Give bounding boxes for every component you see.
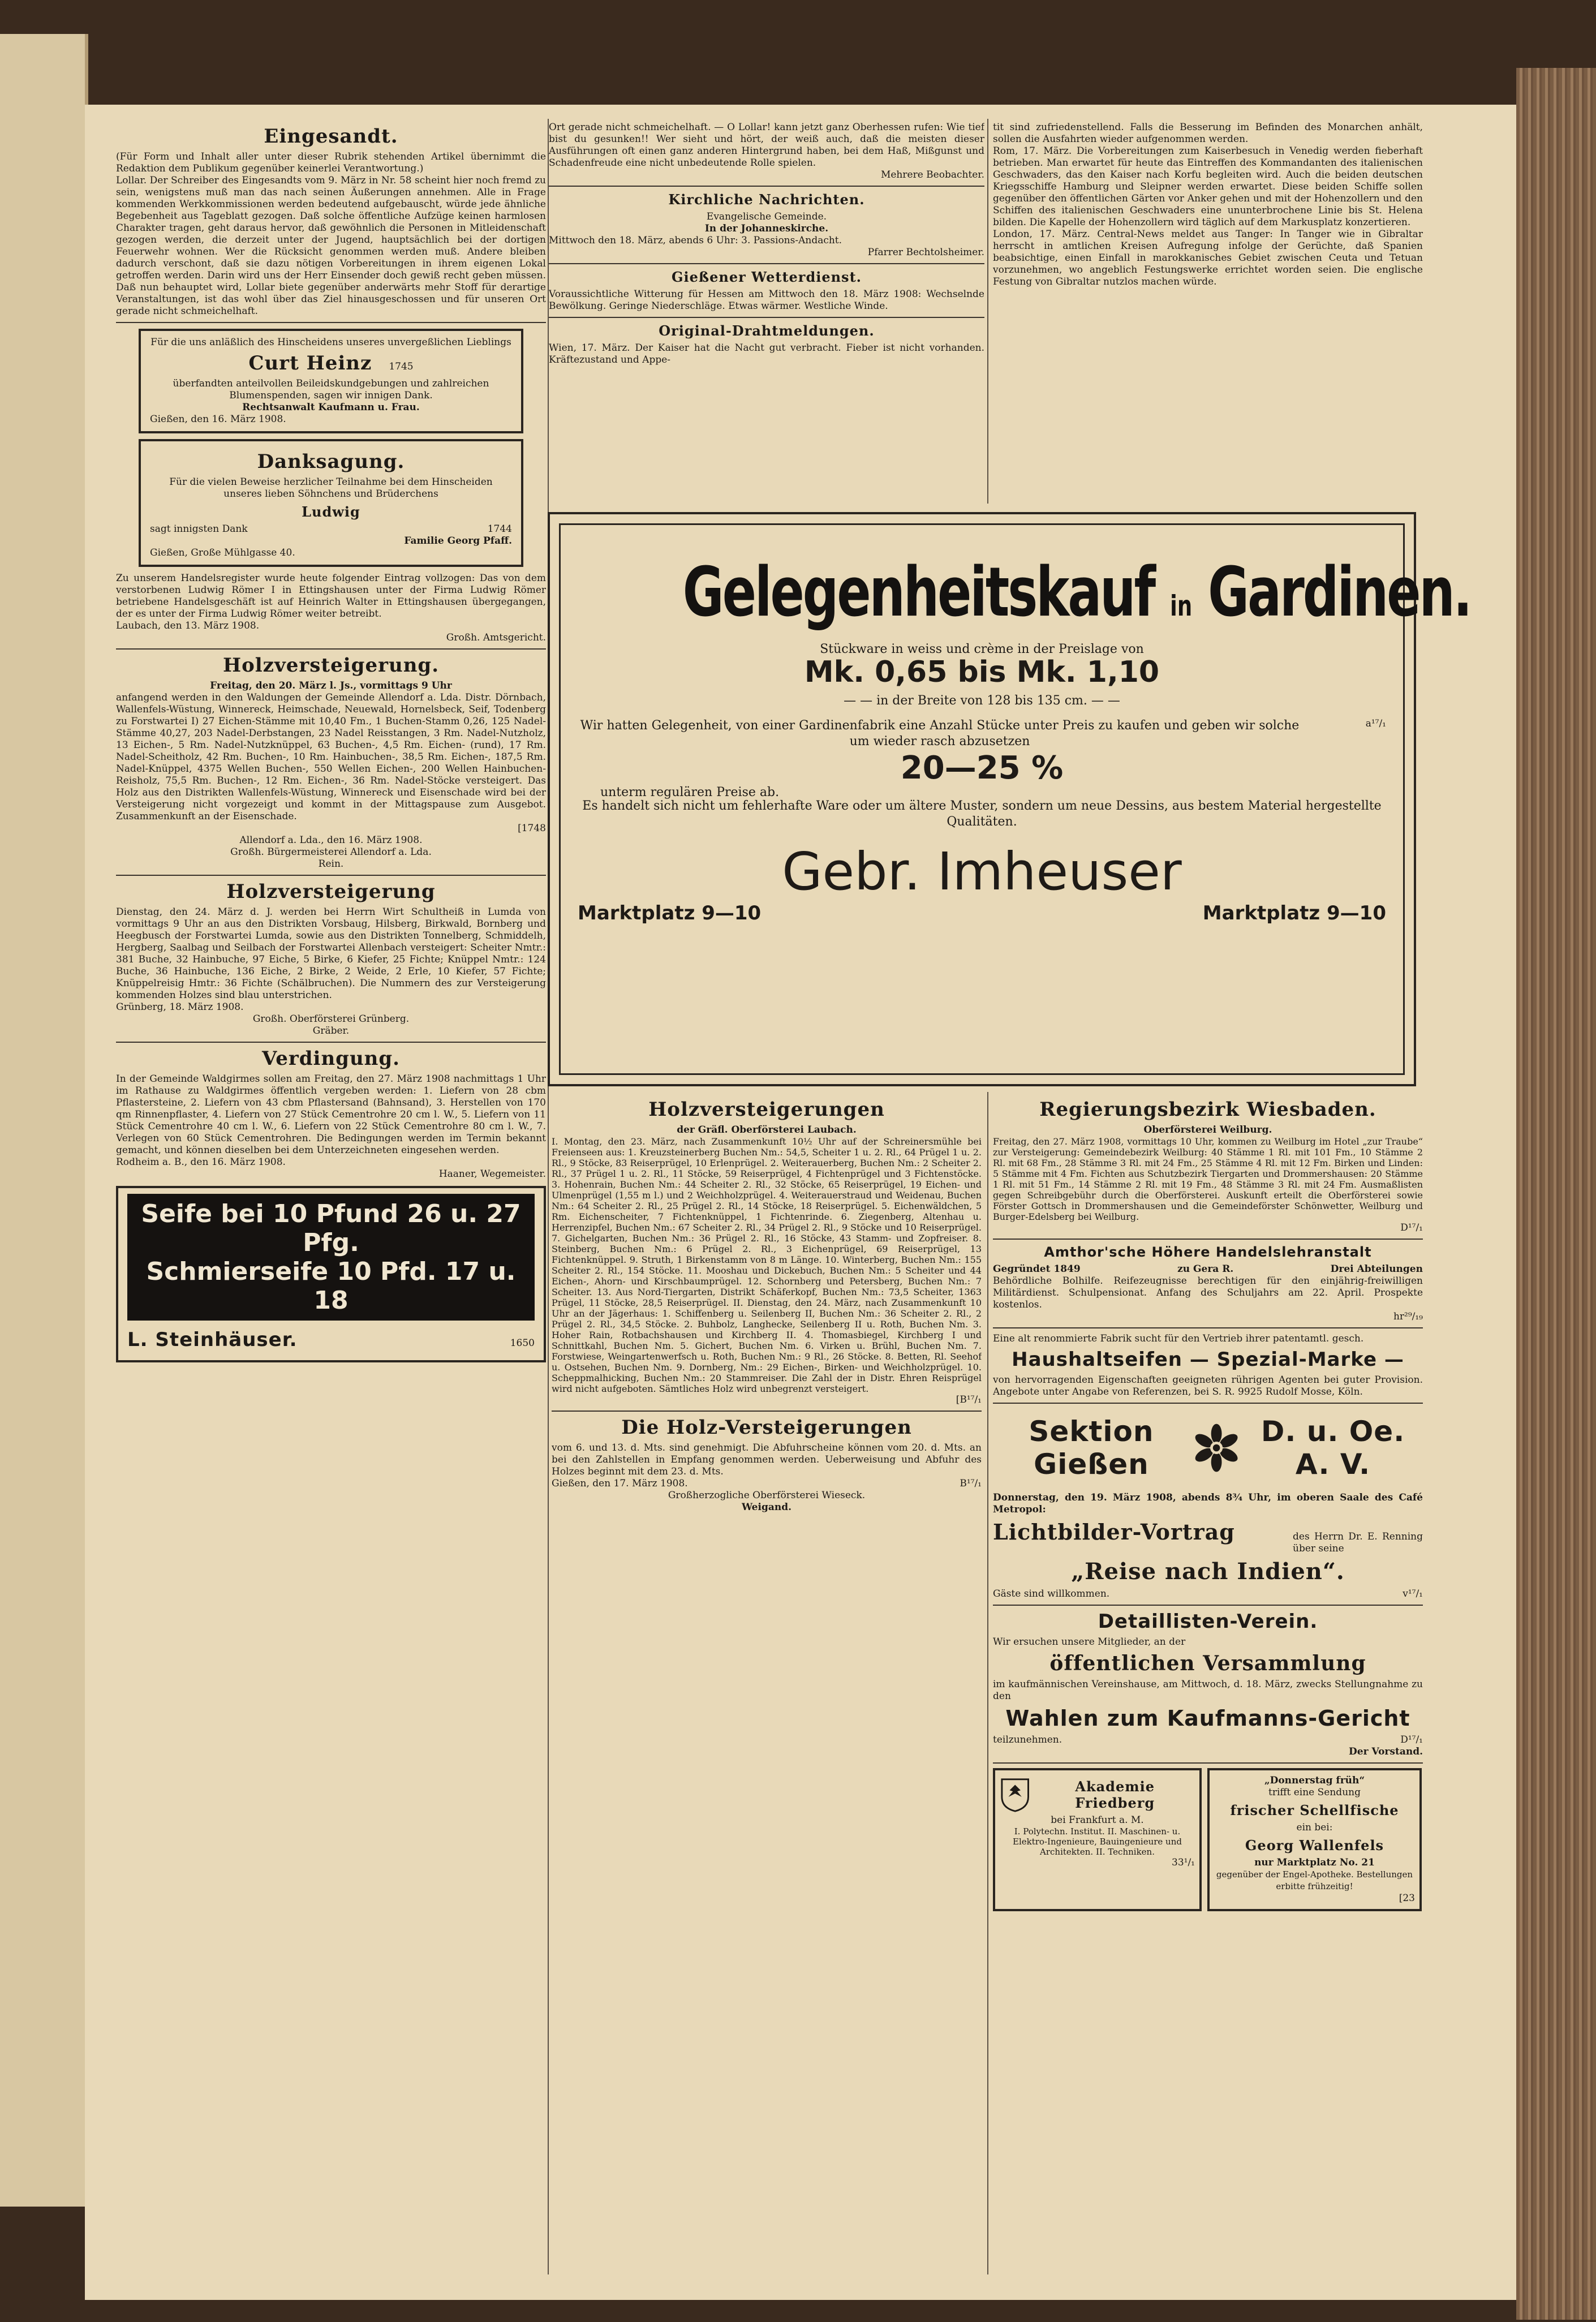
amthor-body: Behördliche Bolhilfe. Reifezeugnisse berechtigen für den einjährig-freiwilligen Militärdienst. Schulpensionat. Anfang des Schuljahrs am 22. April. Prospekte kostenlos. [993,1275,1423,1310]
danksagung-name: Ludwig [302,504,360,520]
danksagung-num: 1744 [487,523,512,535]
column-2-top [549,122,984,506]
verdingung-date: Rodheim a. B., den 16. März 1908. [116,1156,286,1168]
wiesbaden-body: Freitag, den 27. März 1908, vormittags 10 Uhr, kommen zu Weilburg im Hotel „zur Traube“ zur Versteigerung: Gemeindebezirk Weilburg: 40 Stämme 1 Rl. mit 101 Fm., 10 Stämme 2 Rl. mit 68 Fm., 28 Stämme 3 Rl. mit 24 Fm., 25 Stämme 4 Rl. mit 12 Fm. Birken und Linden: 5 Stämme mit 4 Fm. Fichten aus Schutzbezirk Tiergarten und Drommershausen: 20 Stämme 1 Rl. mit 51 Fm., 14 Stämme 2 Rl. mit 19 Fm., 48 Stämme 3 Rl. mit 24 Fm. Ausmaßlisten gegen Schreibgebühr durch die Oberförsterei. Auskunft erteilt die Oberförsterei sowie Förster Gottsch in Drommershausen und die Gemeindeförster Schönwetter, Weilburg und Burger-Edelsberg bei Weilburg. [993,1136,1423,1222]
column-2-bottom [552,1095,982,2272]
draht-body: Wien, 17. März. Der Kaiser hat die Nacht gut verbracht. Fieber ist nicht vorhanden. Kräftezustand und Appe- [549,342,984,366]
divider [549,263,984,264]
danksagung-body: Für die vielen Beweise herzlicher Teilnahme bei dem Hinscheiden unseres lieben Söhnchens und Brüderchens [169,476,493,500]
sektion-reise: „Reise nach Indien“. [1071,1558,1345,1585]
soap-line-1: Seife bei 10 Pfund 26 u. 27 Pfg. [141,1199,521,1257]
detail-body: im kaufmännischen Vereinshause, am Mittwoch, d. 18. März, zwecks Stellungnahme zu den [993,1679,1423,1702]
amthor-sub: Drei Abteilungen [1330,1263,1423,1275]
rom-report: Rom, 17. März. Die Vorbereitungen zum Kaiserbesuch in Venedig werden fieberhaft betrieben. Man erwartet für heute das Eintreffen des Kommandanten des italienischen Geschwaders, das den Kaiser nach Korfu begleiten wird. Auch die beiden deutschen Kriegsschiffe Hamburg und Sleipner werden erwartet. Diese beiden Schiffe sollen gegenüber den öffentlichen Gärten vor Anker gehen und mit der Hohenzollern und den Schiffen des italienischen Geschwaders eine ununterbrochene Linie bis St. Helena bilden. Die Kapelle der Hohenzollern wird täglich auf dem Markusplatz konzertieren. [993,145,1423,228]
danksagung-title: Danksagung. [257,450,405,473]
haushalt-body: von hervorragenden Eigenschaften geeigneten rührigen Agenten bei guter Provision. Angebote unter Angabe von Referenzen, bei S. R. 9925 Rudolf Mosse, Köln. [993,1374,1423,1398]
draht-title: Original-Drahtmeldungen. [659,322,875,339]
col2-top-sign: Mehrere Beobachter. [880,169,984,180]
gardinen-ad [548,512,1471,1086]
holz1-num: [1748 [518,823,546,834]
akademie-sub: bei Frankfurt a. M. [1051,1814,1144,1826]
column-1 [116,122,546,2272]
sektion-right: D. u. Oe. A. V. [1261,1415,1405,1481]
soap-line-2: Schmierseife 10 Pfd. 17 u. 18 [146,1257,516,1315]
gardinen-body3: Es handelt sich nicht um fehlerhafte Ware oder um ältere Muster, sondern um neue Dessins, aus bestem Material hergestellte Qualitäten. [582,799,1382,829]
soap-num: 1650 [510,1338,535,1349]
akademie-body: I. Polytechn. Institut. II. Maschinen- u. Elektro-Ingenieure, Bauingenieure und Architekten. II. Techniken. [1013,1826,1182,1857]
wallenfels-tail: gegenüber der Engel-Apotheke. Bestellungen erbitte frühzeitig! [1216,1869,1413,1891]
divider [552,1411,982,1412]
danksagung-place: Gießen, Große Mühlgasse 40. [150,547,295,558]
laubach-sub: der Gräfl. Oberförsterei Laubach. [677,1124,857,1136]
holz1-name: Rein. [318,858,344,870]
sektion-body: Donnerstag, den 19. März 1908, abends 8¾ Uhr, im oberen Saale des Café Metropol: [993,1492,1423,1515]
eingesandt-title: Eingesandt. [264,125,398,148]
gardinen-headline-word2: Gardinen. [1208,553,1471,632]
wiesel-date: Gießen, den 17. März 1908. [552,1478,688,1489]
wallenfels-fish: frischer Schellfische [1230,1802,1399,1818]
holz1-lead: Freitag, den 20. März l. Js., vormittags 9 Uhr [210,680,452,691]
holz2-office: Großh. Oberförsterei Grünberg. [252,1013,410,1025]
holz1-office: Großh. Bürgermeisterei Allendorf a. Lda. [230,846,432,858]
divider [993,1762,1423,1764]
sektion-num: v¹⁷/₁ [1403,1588,1423,1599]
verdingung-body: In der Gemeinde Waldgirmes sollen am Freitag, den 27. März 1908 nachmittags 1 Uhr im Rathause zu Waldgirmes öffentlich vergeben werden: 1. Liefern von 28 cbm Pflastersteine, 2. Liefern von 43 cbm Pflastersand (Bahnsand), 3. Herstellen von 170 qm Rinnenpflaster, 4. Liefern von 27 Stück Cementrohre 20 cm l. W., 5. Liefern von 11 Stück Cementrohre 40 cm l. W., 6. Liefern von 22 Stück Cementrohre 80 cm l. W., 7. Verlegen von 60 Stück Cementrohren. Die Bedingungen werden im Termin bekannt gemacht, und können dieselben bei dem Unterzeichneten eingesehen werden. [116,1073,546,1156]
wiesbaden-num: D¹⁷/₁ [1400,1222,1423,1233]
detail-sign: Der Vorstand. [1349,1746,1423,1757]
gardinen-company: Gebr. Imheuser [782,841,1182,902]
wallenfels-sub: trifft eine Sendung [1268,1787,1361,1798]
danksagung-sign: Familie Georg Pfaff. [404,535,512,547]
laubach-num: [B¹⁷/₁ [956,1394,982,1405]
eagle-crest-icon [1000,1777,1030,1813]
divider [993,1239,1423,1240]
eingesandt-body: Lollar. Der Schreiber des Eingesandts vom 9. März in Nr. 58 scheint hier noch fremd zu sein, wenigstens muß man das nach seinen Äußerungen annehmen. Alle in Frage kommenden Werkkommissionen werden bedeutend aufgebauscht, würde jede ähnliche Begebenheit aus Tageblatt gezogen. Daß solche öffentliche Aufzüge keinen harmlosen Charakter tragen, geht daraus hervor, daß gewöhnlich die Personen in Mitleidenschaft gezogen werden, die derzeit unter der Jugend, hauptsächlich bei der dortigen Feuerwehr wohnen. Wer die Rücksicht genommen werden muß. Andere bleiben dadurch verschont, daß sie dazu nötigen Vorbereitungen in ihrem eigenen Lokal getroffen werden. Darin wird uns der Herr Einsender doch gewiß recht geben müssen. Daß nun behauptet wird, Lollar biete gegenüber anderwärts mehr Stoff für derartige Veranstaltungen, ist das wohl über das Ziel hinausgeschossen und für unseren Ort gerade nicht schmeichelhaft. [116,175,546,317]
laubach-body: I. Montag, den 23. März, nach Zusammenkunft 10½ Uhr auf der Schreinersmühle bei Freienseen aus: 1. Kreuzsteinerberg Buchen Nm.: 54,5, Scheiter 1 u. 2. Rl., 64 Prügel 1 u. 2. Rl., 9 Stöcke, 83 Reiserprügel, 10 Erlenprügel. 2. Weiterauerberg, Buchen Nm.: 2 Scheiter 2. Rl., 37 Prügel 1 u. 2. Rl., 11 Stöcke, 59 Reiserprügel, 4 Fichtenprügel und 3 Fichtenstöcke. 3. Hohenrain, Buchen Nm.: 44 Scheiter 2. Rl., 32 Stöcke, 65 Reiserprügel, 19 Eichen- und Ulmenprügel (1,55 m l.) und 2 Weichholzprügel. 4. Weiterauerstraud und Weidenau, Buchen Nm.: 64 Scheiter 2. Rl., 25 Prügel 2. Rl., 14 Stöcke, 18 Reiserprügel. 5. Eichenwäldchen, 5 Rm. Eichenscheiter, 7 Fichtenknüppel, 1 Fichtenrinde. 6. Ziegenberg, Altenhau u. Herrenzipfel, Buchen Nm.: 67 Scheiter 2. Rl., 34 Prügel 2. Rl., 9 Stöcke und 10 Reiserprügel. 7. Gichelgarten, Buchen Nm.: 36 Prügel 2. Rl., 16 Stöcke, 43 Stamm- und Zopfreiser. 8. Steinberg, Buchen Nm.: 6 Prügel 2. Rl., 3 Eichenprügel, 69 Reiserprügel, 13 Fichtenknüppel. 9. Struth, 1 Birkenstamm von 8 m Länge. 10. Winterberg, Buchen Nm.: 155 Scheiter 2. Rl., 154 Stöcke. 11. Mooshau und Dickebuch, Buchen Nm.: 5 Scheiter und 44 Eichen-, Ahorn- und Kirschbaumprügel. 12. Schornberg und Petersberg, Buchen Nm.: 7 Scheiter. 13. Aus Nord-Tiergarten, Distrikt Schäferkopf, Buchen Nm.: 73,5 Scheiter, 1363 Prügel, 11 Stöcke, 28,5 Reiserprügel. II. Dienstag, den 24. März, nach Zusammenkunft 10 Uhr an der Jägerhaus: 1. Schiffenberg u. Seilenberg II, Buchen Nm.: 36 Scheiter 2. Rl., 2 Prügel 2. Rl., 34,5 Stöcke. 2. Buhbolz, Langhecke, Seilenberg II u. Roth, Buchen Nm. 3. Hoher Rain, Rotbachshausen und Kirchberg II. 4. Thomasbiegel, Kirchberg I und Schnittkahl, Buchen Nm. 5. Gichert, Buchen Nm. 6. Virken u. Brühl, Buchen Nm. 7. Forstwiese, Weingartenwerfsch u. Roth, Buchen Nm.: 9 Rl., 26 Stöcke. 8. Betten, Rl. Seehof u. Ostsehen, Buchen Nm. 9. Dornberg, Nm.: 29 Eichen-, Birken- und Weichholzprügel. 10. Scheppmalhicking, Buchen Nm.: 20 Stammreiser. Die Zahl der in Distr. Ehren Reisprügel wird nicht aufgeboten. Sämtliches Holz wird unbegrenzt versteigert. [552,1136,982,1394]
divider [993,1605,1423,1606]
london-report: London, 17. März. Central-News meldet aus Tanger: In Tanger wie in Gibraltar herrscht in amtlichen Kreisen Aufregung infolge der Gerüchte, daß Spanien beabsichtige, einen Einfall in marokkanisches Gebiet zwischen Ceuta und Tetuan vorzunehmen, wo angeblich Festungswerke errichtet worden seien. Die englische Festung von Gibraltar nutzlos machen würde. [993,229,1423,287]
gardinen-body1: Wir hatten Gelegenheit, von einer Gardinenfabrik eine Anzahl Stücke unter Preis zu kaufen und geben wir solche um wieder rasch abzusetzen [580,719,1300,749]
amthor-num: hr²⁹/₁₉ [1393,1311,1423,1322]
left-page-edge [0,34,88,2207]
kirch-sub: Evangelische Gemeinde. [706,211,827,222]
kirch-place: In der Johanneskirche. [704,223,829,234]
handel-body: Zu unserem Handelsregister wurde heute folgender Eintrag vollzogen: Das von dem verstorbenen Ludwig Römer I in Ettingshausen unter der Firma Ludwig Römer betriebene Handelsgeschäft ist auf Heinrich Walter in Ettingshausen übergegangen, der es unter der Firma Ludwig Römer weiter betreibt. [116,573,546,620]
kirch-body: Mittwoch den 18. März, abends 6 Uhr: 3. Passions-Andacht. [549,235,842,246]
wallenfels-num: [23 [1399,1893,1415,1904]
wallenfels-name: Georg Wallenfels [1245,1837,1384,1854]
sektion-left: Sektion Gießen [1029,1415,1154,1481]
col2-top-body: Ort gerade nicht schmeichelhaft. — O Lollar! kann jetzt ganz Oberhessen rufen: Wie tief bist du gesunken!! Wer sieht und hört, der weiß auch, daß die meisten dieser Ausführungen oft einen ganz anderen Hintergrund haben, bei dem Haß, Mißgunst und Schadenfreude eine nicht unbedeutende Rolle spielen. [549,122,984,169]
heinz-num: 1745 [389,361,414,372]
col3-top-body: tit sind zufriedenstellend. Falls die Besserung im Befinden des Monarchen anhält, sollen die Ausfahrten wieder aufgenommen werden. [993,122,1423,145]
gardinen-num: a¹⁷/₁ [1365,718,1386,729]
akademie-num: 33¹/₁ [1172,1857,1195,1868]
heinz-body: überfandten anteilvollen Beileidskundgebungen und zahlreichen Blumenspenden, sagen wir innigen Dank. [173,378,489,401]
divider [116,322,546,323]
gardinen-width: — — in der Breite von 128 bis 135 cm. — — [844,694,1120,708]
holz1-body: anfangend werden in den Waldungen der Gemeinde Allendorf a. Lda. Distr. Dörnbach, Wallenfels-Wüstung, Winnereck, Heimschade, Neuewald, Hornelsbeck, Seif, Todenberg zu Forstwartei I) 27 Eichen-Stämme mit 10,40 Fm., 1 Buchen-Stamm 0,26, 125 Nadel-Stämme 40,27, 203 Nadel-Derbstangen, 23 Nadel Reisstangen, 3 Rm. Nadel-Nutzholz, 13 Eichen-, 5 Rm. Nadel-Nutzknüppel, 63 Buchen-, 4,5 Rm. Eichen- (rund), 17 Rm. Nadel-Scheitholz, 42 Rm. Buchen-, 10 Rm. Hainbuchen-, 38,5 Rm. Eichen-, 187,5 Rm. Nadel-Knüppel, 4375 Wellen Buchen-, 550 Wellen Eichen-, 200 Wellen Hainbuchen-Reisholz, 75,5 Rm. Buchen-, 12 Rm. Eichen-, 36 Rm. Nadel-Stöcke versteigert. Das Holz aus den Distrikten Wallenfels-Wüstung, Winnereck und Eisenschade wird bei der Versteigerung nicht vorgezeigt und kommt in der Mittagspause zum Ausgebot. Zusammenkunft an der Eisenschade. [116,692,546,822]
column-divider [987,119,988,504]
column-3-top [993,122,1423,506]
wiesel-office: Großherzogliche Oberförsterei Wieseck. [668,1490,866,1501]
divider [116,1042,546,1043]
danksagung-thanks: sagt innigsten Dank [150,523,248,535]
soap-ad [116,1186,546,1362]
wiesel-name: Weigand. [741,1502,792,1513]
holz2-title: Holzversteigerung [226,880,436,903]
akademie-ad [993,1768,1202,1911]
detail-intro: Wir ersuchen unsere Mitglieder, an der [993,1636,1186,1648]
verdingung-title: Verdingung. [261,1047,401,1070]
gardinen-ad-inner [559,523,1471,1075]
detail-title: Detaillisten-Verein. [1098,1610,1318,1633]
column-divider [987,1092,988,2274]
gardinen-headline [682,553,1471,632]
verdingung-name: Haaner, Wegemeister. [438,1168,546,1180]
amthor-title: Amthor'sche Höhere Handelslehranstalt [1044,1244,1372,1260]
wetter-title: Gießener Wetterdienst. [671,269,862,285]
haushalt-title: Haushaltseifen — Spezial-Marke — [1012,1348,1404,1371]
holz2-name: Gräber. [312,1025,350,1037]
soap-ad-dark-panel [127,1194,535,1321]
amthor-founded: Gegründet 1849 [993,1263,1081,1275]
heinz-sign: Rechtsanwalt Kaufmann u. Frau. [242,402,420,413]
detail-big: öffentlichen Versammlung [1049,1652,1366,1675]
gardinen-address-right: Marktplatz 9—10 [1202,902,1386,924]
detail-tail: teilzunehmen. [993,1734,1062,1745]
divider [116,648,546,650]
wiesel-num: B¹⁷/₁ [960,1478,982,1489]
sektion-vortrag: Lichtbilder-Vortrag [993,1519,1235,1545]
wiesbaden-title: Regierungsbezirk Wiesbaden. [1039,1098,1376,1121]
wallenfels-addr: nur Marktplatz No. 21 [1254,1857,1375,1868]
gardinen-body2: unterm regulären Preise ab. [600,785,780,799]
gardinen-addresses [578,902,1386,924]
wallenfels-ein: ein bei: [1296,1822,1333,1833]
divider [549,317,984,318]
sektion-by: des Herrn Dr. E. Renning über seine [1293,1531,1423,1554]
holz2-date: Grünberg, 18. März 1908. [116,1001,244,1013]
sektion-guests: Gäste sind willkommen. [993,1588,1110,1599]
heinz-date: Gießen, den 16. März 1908. [150,414,286,425]
kirch-sign: Pfarrer Bechtolsheimer. [867,247,984,258]
holz1-date: Allendorf a. Lda., den 16. März 1908. [239,835,423,846]
holz1-title: Holzversteigerung. [222,654,440,677]
divider [116,875,546,876]
divider [549,186,984,187]
detail-wahlen: Wahlen zum Kaufmanns-Gericht [1005,1706,1410,1731]
danksagung-notice [139,439,523,567]
gardinen-percent: 20—25 % [900,750,1064,786]
haushalt-intro: Eine alt renommierte Fabrik sucht für den Vertrieb ihrer patentamtl. gesch. [993,1333,1364,1344]
eingesandt-note: (Für Form und Inhalt aller unter dieser Rubrik stehenden Artikel übernimmt die Redaktion dem Publikum gegenüber keinerlei Verantwortung.) [116,151,546,174]
heinz-intro: Für die uns anläßlich des Hinscheidens unseres unvergeßlichen Lieblings [150,337,511,348]
wiesel-body: vom 6. und 13. d. Mts. sind genehmigt. Die Abfuhrscheine können vom 20. d. Mts. an bei den Zahlstellen in Empfang genommen werden. Ueberweisung und Abfuhr des Holzes beginnt mit dem 23. d. Mts. [552,1442,982,1477]
handel-date: Laubach, den 13. März 1908. [116,620,260,631]
wetter-body: Voraussichtliche Witterung für Hessen am Mittwoch den 18. März 1908: Wechselnde Bewölkung. Geringe Niederschläge. Etwas wärmer. Westliche Winde. [549,289,984,312]
wiesbaden-sub: Oberförsterei Weilburg. [1143,1124,1272,1136]
handel-court: Großh. Amtsgericht. [446,632,546,643]
soap-name: L. Steinhäuser. [127,1328,298,1351]
gardinen-headline-word1: Gelegenheitskauf [682,553,1155,632]
amthor-place: zu Gera R. [1177,1263,1234,1275]
divider [993,1403,1423,1404]
gardinen-price: Mk. 0,65 bis Mk. 1,10 [804,655,1160,689]
gardinen-headline-in: in [1170,590,1193,622]
book-spine [1516,68,1596,2320]
wallenfels-ad [1207,1768,1422,1911]
wallenfels-lead: „Donnerstag früh“ [1264,1775,1365,1786]
detail-num: D¹⁷/₁ [1400,1734,1423,1745]
divider [993,1327,1423,1328]
heinz-notice [139,329,523,433]
akademie-title: Akademie Friedberg [1075,1778,1155,1811]
kirch-title: Kirchliche Nachrichten. [668,191,865,208]
wiesel-title: Die Holz-Versteigerungen [621,1416,912,1439]
laubach-title: Holzversteigerungen [648,1098,885,1121]
holz2-body: Dienstag, den 24. März d. J. werden bei Herrn Wirt Schultheiß in Lumda von vormittags 9 Uhr an aus den Distrikten Vorsbaug, Hilsberg, Birkwald, Bornberg und Heegbusch der Forstwartei Lumda, sowie aus den Distrikten Tonnelberg, Schmiddelh, Hergberg, Saalbag und Seilbach der Forstwartei Allenbach versteigert: Scheiter Nmtr.: 381 Buche, 32 Hainbuche, 97 Eiche, 5 Birke, 6 Kiefer, 25 Fichte; Knüppel Nmtr.: 124 Buche, 36 Hainbuche, 136 Eiche, 2 Birke, 2 Weide, 2 Erle, 10 Kiefer, 57 Fichte; Knüppelreisig Hmtr.: 36 Fichte (Schälbruchen). Die Nummern des zur Versteigerung kommenden Holzes sind blau unterstrichen. [116,906,546,1001]
gardinen-sub: Stückware in weiss und crème in der Preislage von [820,642,1144,656]
edelweiss-icon [1190,1417,1243,1479]
column-3-bottom [993,1095,1423,2272]
gardinen-address-left: Marktplatz 9—10 [578,902,762,924]
heinz-name: Curt Heinz [248,352,372,375]
